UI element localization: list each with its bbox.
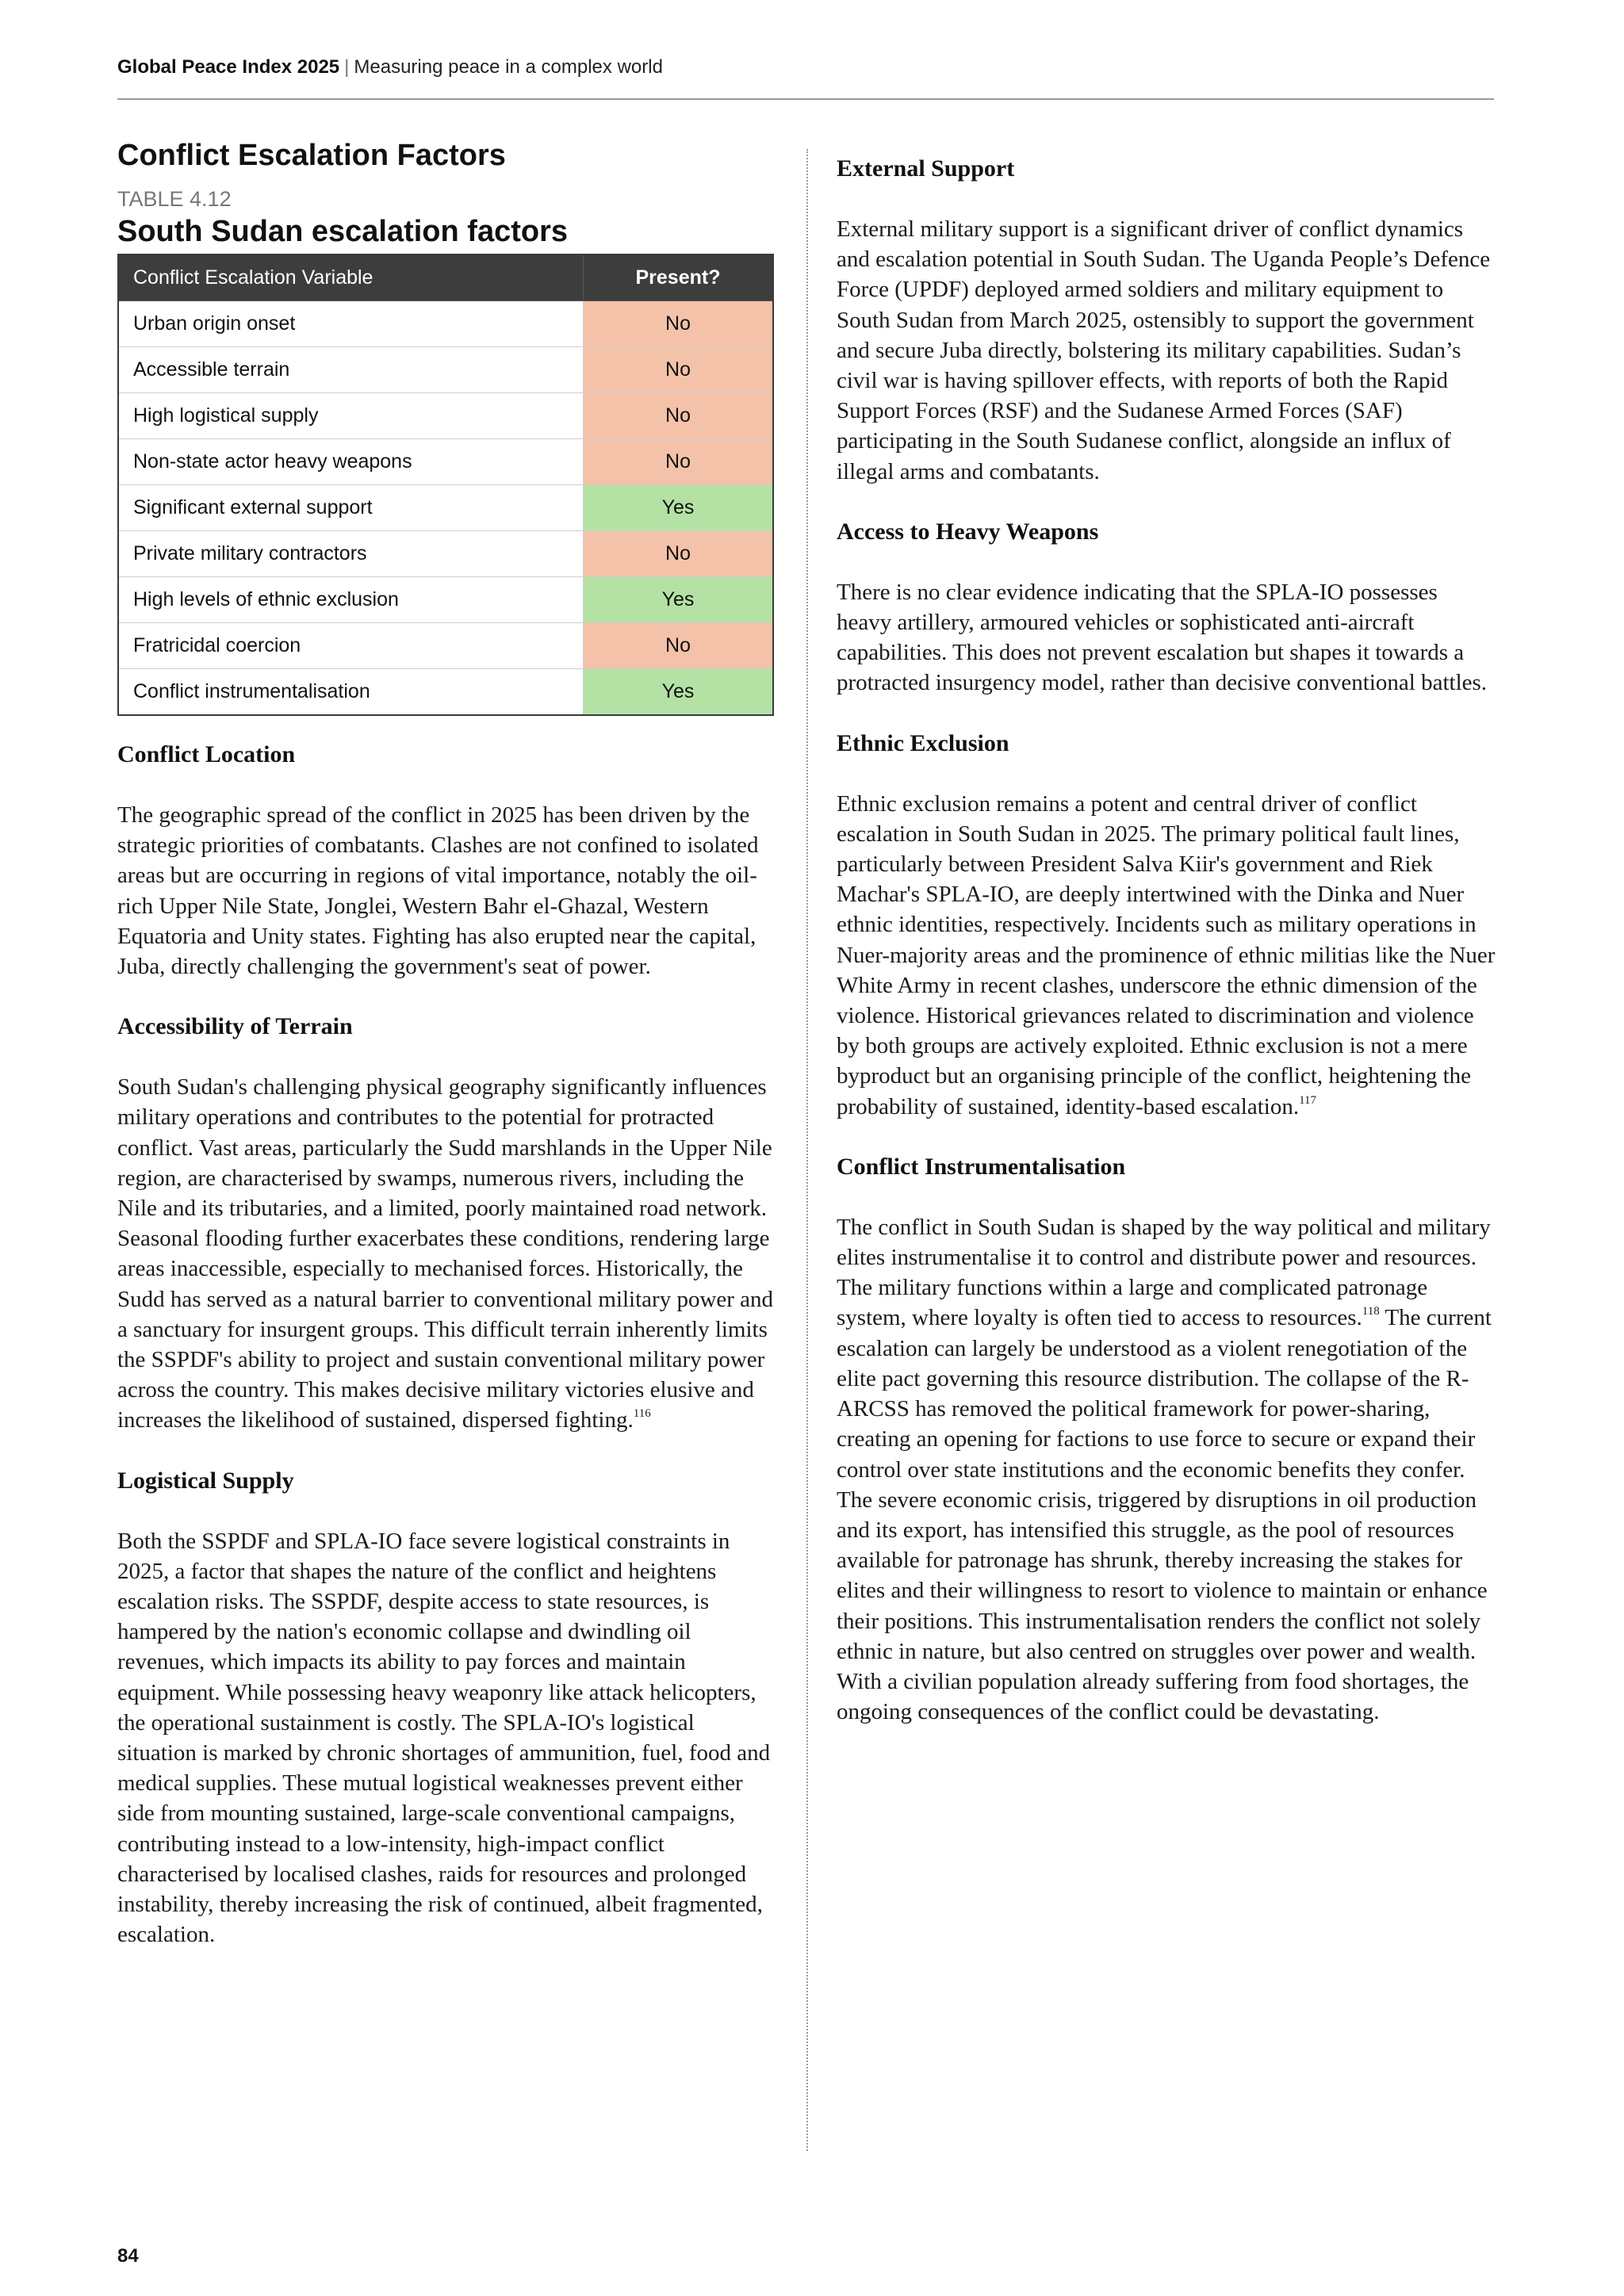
ethnic-text: Ethnic exclusion remains a potent and central driver of conflict escalation in South Sudan in 2025. The primary political fault lines, particularly between President Salva Kiir's government and Riek Machar's SPLA-IO, are deeply intertwined with the Dinka and Nuer ethnic identities, respectively. Incidents such as military operations in Nuer-majority areas and the prominence of ethnic militias like the Nuer White Army in recent clashes, underscore the ethnic dimension of the violence. Historical grievances related to discrimination and violence by both groups are actively exploited. Ethnic exclusion is not a mere byproduct but an organising principle of the conflict, heightening the probability of sustained, identity-based escalation. <box>837 790 1496 1119</box>
instrumentalisation-text-1: The conflict in South Sudan is shaped by the way political and military elites instrumentalise it to control and distribute power and resources. The military functions within a large and complicated patronage system, where loyalty is often tied to access to resources. <box>837 1214 1491 1331</box>
variable-cell: Accessible terrain <box>118 347 584 393</box>
paragraph-ethnic-exclusion <box>837 789 1498 1122</box>
page-number: 84 <box>117 2245 139 2267</box>
variable-cell: High levels of ethnic exclusion <box>118 577 584 623</box>
footnote-ref: 116 <box>633 1407 651 1421</box>
heading-access-to-heavy-weapons: Access to Heavy Weapons <box>837 518 1099 545</box>
variable-cell: High logistical supply <box>118 393 584 439</box>
table-row <box>118 623 773 669</box>
paragraph-external-support: External military support is a significant driver of conflict dynamics and escalation potential in South Sudan. The Uganda People’s Defence Force (UPDF) deployed armed soldiers and military equipment to South Sudan from March 2025, ostensibly to support the government and secure Juba directly, bolstering its military capabilities. Sudan’s civil war is having spillover effects, with reports of both the Rapid Support Forces (RSF) and the Sudanese Armed Forces (SAF) participating in the South Sudanese conflict, alongside an influx of illegal arms and combatants. <box>837 216 1491 484</box>
section-title: Conflict Escalation Factors <box>117 139 506 172</box>
variable-cell: Significant external support <box>118 485 584 531</box>
variable-cell: Conflict instrumentalisation <box>118 669 584 716</box>
terrain-text: South Sudan's challenging physical geography significantly influences military operations and contributes to the potential for protracted conflict. Vast areas, particularly the Sudd marshlands in the Upper Nile region, are characterised by swamps, numerous rivers, including the Nile and its tributaries, and a limited, poorly maintained road network. Seasonal flooding further exacerbates these conditions, rendering large areas inaccessible, especially to mechanised forces. Historically, the Sudd has served as a natural barrier to conventional military power and a sanctuary for insurgent groups. This difficult terrain inherently limits the SSPDF's ability to project and sustain conventional military power across the country. This makes decisive military victories elusive and increases the likelihood of sustained, dispersed fighting. <box>117 1074 774 1433</box>
table-row <box>118 347 773 393</box>
paragraph-conflict-location: The geographic spread of the conflict in 2025 has been driven by the strategic priorities of combatants. Clashes are not confined to isolated areas but are occurring in regions of vital importance, notably the oil-rich Upper Nile State, Jonglei, Western Bahr el-Ghazal, Western Equatoria and Unity states. Fighting has also erupted near the capital, Juba, directly challenging the government's seat of power. <box>117 802 759 980</box>
present-cell: No <box>584 531 774 577</box>
variable-cell: Non-state actor heavy weapons <box>118 439 584 485</box>
column-divider <box>806 149 808 2151</box>
present-cell: No <box>584 623 774 669</box>
present-cell: No <box>584 301 774 347</box>
right-column <box>837 154 1498 1757</box>
heading-ethnic-exclusion: Ethnic Exclusion <box>837 729 1009 756</box>
table-row <box>118 577 773 623</box>
table-row <box>118 669 773 716</box>
table-header-row <box>118 254 773 301</box>
table-row <box>118 439 773 485</box>
heading-logistical-supply: Logistical Supply <box>117 1467 294 1494</box>
table-title: South Sudan escalation factors <box>117 215 568 248</box>
paragraph-accessibility-of-terrain <box>117 1072 779 1435</box>
table-row <box>118 393 773 439</box>
table-row <box>118 301 773 347</box>
present-cell: Yes <box>584 485 774 531</box>
table-row <box>118 485 773 531</box>
escalation-factors-table <box>117 254 774 716</box>
present-cell: Yes <box>584 577 774 623</box>
column-header-variable: Conflict Escalation Variable <box>118 254 584 301</box>
header-tagline: Measuring peace in a complex world <box>354 56 663 78</box>
heading-conflict-instrumentalisation: Conflict Instrumentalisation <box>837 1153 1126 1180</box>
present-cell: No <box>584 439 774 485</box>
column-header-present: Present? <box>584 254 774 301</box>
page-header <box>117 55 1494 100</box>
variable-cell: Fratricidal coercion <box>118 623 584 669</box>
header-separator: | <box>344 56 350 78</box>
present-cell: No <box>584 347 774 393</box>
present-cell: No <box>584 393 774 439</box>
paragraph-logistical-supply: Both the SSPDF and SPLA-IO face severe logistical constraints in 2025, a factor that shapes the nature of the conflict and heightens escalation risks. The SSPDF, despite access to state resources, is hampered by the nation's economic collapse and dwindling oil revenues, which impacts its ability to pay forces and maintain equipment. While possessing heavy weaponry like attack helicopters, the operational sustainment is costly. The SPLA-IO's logistical situation is marked by chronic shortages of ammunition, fuel, food and medical supplies. These mutual logistical weaknesses prevent either side from mounting sustained, large-scale conventional campaigns, contributing instead to a low-intensity, high-impact conflict characterised by localised clashes, raids for resources and prolonged instability, thereby increasing the risk of continued, albeit fragmented, escalation. <box>117 1528 771 1948</box>
paragraph-access-to-heavy-weapons: There is no clear evidence indicating that the SPLA-IO possesses heavy artillery, armoured vehicles or sophisticated anti-aircraft capabilities. This does not prevent escalation but shapes it towards a protracted insurgency model, rather than decisive conventional battles. <box>837 579 1488 696</box>
present-cell: Yes <box>584 669 774 716</box>
header-brand: Global Peace Index 2025 <box>117 56 340 78</box>
table-body <box>118 301 773 716</box>
heading-accessibility-of-terrain: Accessibility of Terrain <box>117 1013 353 1040</box>
paragraph-conflict-instrumentalisation <box>837 1212 1498 1727</box>
footnote-ref: 117 <box>1299 1093 1317 1107</box>
heading-conflict-location: Conflict Location <box>117 741 296 767</box>
variable-cell: Urban origin onset <box>118 301 584 347</box>
heading-external-support: External Support <box>837 155 1015 182</box>
variable-cell: Private military contractors <box>118 531 584 577</box>
table-row <box>118 531 773 577</box>
table-label: TABLE 4.12 <box>117 187 232 211</box>
footnote-ref: 118 <box>1362 1305 1380 1318</box>
instrumentalisation-text-2: The current escalation can largely be understood as a violent renegotiation of the elite pact governing this resource distribution. The collapse of the R-ARCSS has removed the political framework for power-sharing, creating an opening for factions to use force to secure or expand their control over state institutions and the economic benefits they confer. The severe economic crisis, triggered by disruptions in oil production and its export, has intensified this struggle, as the pool of resources available for patronage has shrunk, thereby increasing the stakes for elites and their willingness to resort to violence to maintain or enhance their positions. This instrumentalisation renders the conflict not solely ethnic in nature, but also centred on struggles over power and wealth. With a civilian population already suffering from food shortages, the ongoing consequences of the conflict could be devastating. <box>837 1305 1492 1725</box>
left-column <box>117 136 779 1980</box>
